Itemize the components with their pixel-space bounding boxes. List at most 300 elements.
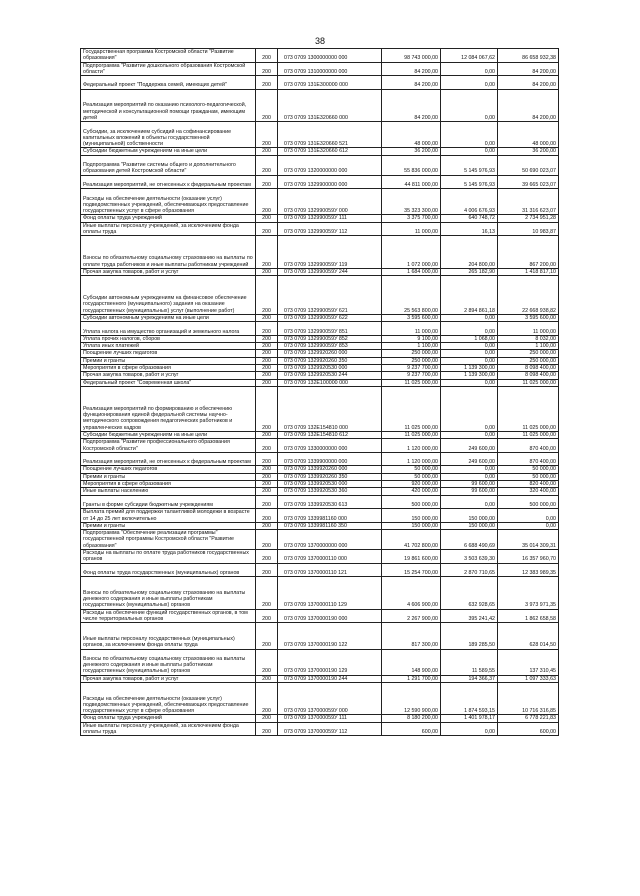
row-budget-code-cell: 073 0709 131E320660 612	[278, 148, 382, 155]
table-row	[81, 372, 559, 379]
table-row	[81, 563, 559, 577]
row-remaining-cell: 50 690 023,07	[498, 155, 559, 175]
row-budget-code-cell: 073 0709 1329920260 000	[278, 350, 382, 357]
row-admin-code-cell: 200	[256, 649, 278, 675]
row-remaining-cell: 0,00	[498, 522, 559, 529]
row-admin-code-cell: 200	[256, 122, 278, 148]
row-budget-code-cell: 073 0709 1339981160 000	[278, 509, 382, 523]
row-name-cell: Премии и гранты	[81, 473, 256, 480]
row-executed-cell: 1 139 300,00	[441, 365, 498, 372]
row-executed-cell: 2 894 861,18	[441, 276, 498, 315]
row-name-cell: Фонд оплаты труда государственных (муниципальных) органов	[81, 563, 256, 577]
row-admin-code-cell: 200	[256, 609, 278, 623]
row-name-cell: Субсидии бюджетным учреждениям на иные цели	[81, 148, 256, 155]
row-executed-cell: 1 874 593,15	[441, 682, 498, 715]
row-name-cell: Поощрение лучших педагогов	[81, 466, 256, 473]
row-approved-cell: 1 120 000,00	[382, 452, 441, 466]
row-budget-code-cell: 073 0709 1370000110 121	[278, 563, 382, 577]
row-approved-cell: 600,00	[382, 722, 441, 736]
row-executed-cell: 150 000,00	[441, 509, 498, 523]
row-budget-code-cell: 073 0709 132990059У 000	[278, 189, 382, 215]
row-approved-cell: 50 000,00	[382, 466, 441, 473]
table-row	[81, 89, 559, 122]
row-approved-cell: 8 180 200,00	[382, 715, 441, 722]
row-budget-code-cell: 073 0709 1339900000 000	[278, 452, 382, 466]
row-executed-cell: 194 366,37	[441, 675, 498, 682]
row-remaining-cell: 16 357 960,70	[498, 550, 559, 564]
row-budget-code-cell: 073 0709 137000059У 000	[278, 682, 382, 715]
row-approved-cell: 11 000,00	[382, 322, 441, 336]
row-name-cell: Расходы на обеспечение деятельности (оказание услуг) подведомственных учреждений, обеспечивающих предоставление государственных услуг в сфере образования	[81, 682, 256, 715]
row-executed-cell: 6 688 490,69	[441, 530, 498, 550]
row-admin-code-cell: 200	[256, 276, 278, 315]
row-remaining-cell: 50 000,00	[498, 473, 559, 480]
row-remaining-cell: 867 200,00	[498, 236, 559, 269]
row-executed-cell: 395 241,42	[441, 609, 498, 623]
table-row	[81, 155, 559, 175]
row-admin-code-cell: 200	[256, 481, 278, 488]
row-executed-cell: 11 589,55	[441, 649, 498, 675]
row-budget-code-cell: 073 0709 1370000190 129	[278, 649, 382, 675]
row-name-cell: Взносы по обязательному социальному страхованию на выплаты по оплате труда работников и иные выплаты работникам учреждений	[81, 236, 256, 269]
table-row	[81, 439, 559, 453]
row-approved-cell: 500 000,00	[382, 495, 441, 509]
row-approved-cell: 12 590 900,00	[382, 682, 441, 715]
row-budget-code-cell: 073 0709 1320000000 000	[278, 155, 382, 175]
table-row	[81, 62, 559, 76]
row-name-cell: Взносы по обязательному социальному страхованию на выплаты денежного содержания и иные выплаты работникам государственных (муниципальных) органов	[81, 649, 256, 675]
row-approved-cell: 50 000,00	[382, 473, 441, 480]
row-admin-code-cell: 200	[256, 76, 278, 90]
table-row	[81, 343, 559, 350]
row-budget-code-cell: 073 0709 132E154810 612	[278, 431, 382, 438]
row-executed-cell: 0,00	[441, 76, 498, 90]
row-remaining-cell: 870 400,00	[498, 452, 559, 466]
table-row	[81, 268, 559, 275]
row-remaining-cell: 50 000,00	[498, 466, 559, 473]
row-admin-code-cell: 200	[256, 452, 278, 466]
row-remaining-cell: 8 098 400,00	[498, 372, 559, 379]
row-budget-code-cell: 073 0709 131E300000 000	[278, 76, 382, 90]
row-remaining-cell: 8 032,00	[498, 335, 559, 342]
row-remaining-cell: 820 400,00	[498, 481, 559, 488]
row-name-cell: Уплата налога на имущество организаций и земельного налога	[81, 322, 256, 336]
row-executed-cell: 0,00	[441, 431, 498, 438]
row-approved-cell: 1 100,00	[382, 343, 441, 350]
row-approved-cell: 98 743 000,00	[382, 49, 441, 63]
row-executed-cell: 3 503 639,30	[441, 550, 498, 564]
row-approved-cell: 48 000,00	[382, 122, 441, 148]
row-name-cell: Премии и гранты	[81, 522, 256, 529]
row-approved-cell: 11 025 000,00	[382, 386, 441, 431]
page-number: 38	[314, 36, 325, 46]
row-budget-code-cell: 073 0709 1370000190 000	[278, 609, 382, 623]
row-remaining-cell: 31 316 623,07	[498, 189, 559, 215]
row-budget-code-cell: 073 0709 1300000000 000	[278, 49, 382, 63]
row-approved-cell: 11 000,00	[382, 222, 441, 236]
row-executed-cell: 0,00	[441, 322, 498, 336]
table-row	[81, 722, 559, 736]
row-name-cell: Расходы на обеспечение функций государственных органов, в том числе территориальных органов	[81, 609, 256, 623]
row-admin-code-cell: 200	[256, 365, 278, 372]
row-budget-code-cell: 073 0709 132990059У 622	[278, 314, 382, 321]
row-name-cell: Выплата премий для поддержки талантливой молодежи в возрасте от 14 до 25 лет включительно	[81, 509, 256, 523]
row-remaining-cell: 600,00	[498, 722, 559, 736]
row-approved-cell: 920 000,00	[382, 481, 441, 488]
row-approved-cell: 9 100,00	[382, 335, 441, 342]
row-executed-cell: 0,00	[441, 314, 498, 321]
table-row	[81, 577, 559, 610]
row-budget-code-cell: 073 0709 132990059У 111	[278, 215, 382, 222]
row-remaining-cell: 22 668 938,82	[498, 276, 559, 315]
row-admin-code-cell: 200	[256, 473, 278, 480]
row-approved-cell: 150 000,00	[382, 522, 441, 529]
row-remaining-cell: 35 014 309,31	[498, 530, 559, 550]
row-remaining-cell: 3 973 971,35	[498, 577, 559, 610]
table-row	[81, 379, 559, 386]
row-approved-cell: 2 267 900,00	[382, 609, 441, 623]
row-admin-code-cell: 200	[256, 379, 278, 386]
row-remaining-cell: 6 778 221,83	[498, 715, 559, 722]
row-name-cell: Расходы на выплаты по оплате труда работников государственных органов	[81, 550, 256, 564]
row-approved-cell: 11 025 000,00	[382, 379, 441, 386]
row-executed-cell: 0,00	[441, 473, 498, 480]
row-admin-code-cell: 200	[256, 715, 278, 722]
table-row	[81, 550, 559, 564]
row-budget-code-cell: 073 0709 132990059У 244	[278, 268, 382, 275]
row-executed-cell: 0,00	[441, 62, 498, 76]
row-admin-code-cell: 200	[256, 236, 278, 269]
row-executed-cell: 632 928,65	[441, 577, 498, 610]
row-budget-code-cell: 073 0709 1329920530 000	[278, 365, 382, 372]
row-executed-cell: 249 600,00	[441, 452, 498, 466]
row-executed-cell: 12 084 067,62	[441, 49, 498, 63]
row-name-cell: Государственная программа Костромской области "Развитие образования"	[81, 49, 256, 63]
table-row	[81, 215, 559, 222]
row-admin-code-cell: 200	[256, 322, 278, 336]
row-remaining-cell: 1 418 817,10	[498, 268, 559, 275]
row-budget-code-cell: 073 0709 1339920260 350	[278, 473, 382, 480]
row-budget-code-cell: 073 0709 132990059У 852	[278, 335, 382, 342]
row-budget-code-cell: 073 0709 1330000000 000	[278, 439, 382, 453]
row-budget-code-cell: 073 0709 1370000190 122	[278, 623, 382, 649]
row-approved-cell: 36 200,00	[382, 148, 441, 155]
row-name-cell: Прочая закупка товаров, работ и услуг	[81, 675, 256, 682]
table-row	[81, 365, 559, 372]
budget-table	[80, 48, 559, 736]
row-approved-cell: 250 000,00	[382, 357, 441, 364]
row-remaining-cell: 36 200,00	[498, 148, 559, 155]
row-approved-cell: 1 120 000,00	[382, 439, 441, 453]
row-executed-cell: 0,00	[441, 386, 498, 431]
row-admin-code-cell: 200	[256, 62, 278, 76]
row-name-cell: Реализация мероприятий по формированию и обеспечению функционирования единой федеральной системы научно-методического сопровождения педагогических работников и управленческих кадров	[81, 386, 256, 431]
row-approved-cell: 817 300,00	[382, 623, 441, 649]
row-name-cell: Субсидии автономным учреждениям на иные цели	[81, 314, 256, 321]
row-name-cell: Подпрограмма "Развитие профессионального образования Костромской области"	[81, 439, 256, 453]
table-row	[81, 488, 559, 495]
row-admin-code-cell: 200	[256, 372, 278, 379]
row-admin-code-cell: 200	[256, 439, 278, 453]
row-name-cell: Федеральный проект "Поддержка семей, имеющих детей"	[81, 76, 256, 90]
row-name-cell: Премии и гранты	[81, 357, 256, 364]
row-approved-cell: 41 702 800,00	[382, 530, 441, 550]
row-executed-cell: 2 870 710,65	[441, 563, 498, 577]
row-admin-code-cell: 200	[256, 155, 278, 175]
table-row	[81, 148, 559, 155]
row-remaining-cell: 12 383 989,35	[498, 563, 559, 577]
table-row	[81, 189, 559, 215]
row-admin-code-cell: 200	[256, 577, 278, 610]
table-row	[81, 386, 559, 431]
row-remaining-cell: 1 862 658,58	[498, 609, 559, 623]
row-executed-cell: 249 600,00	[441, 439, 498, 453]
row-remaining-cell: 0,00	[498, 509, 559, 523]
row-remaining-cell: 870 400,00	[498, 439, 559, 453]
row-admin-code-cell: 200	[256, 335, 278, 342]
row-budget-code-cell: 073 0709 1370000110 129	[278, 577, 382, 610]
row-remaining-cell: 84 200,00	[498, 89, 559, 122]
table-row	[81, 350, 559, 357]
row-remaining-cell: 10 716 316,85	[498, 682, 559, 715]
row-executed-cell: 0,00	[441, 343, 498, 350]
row-executed-cell: 1 139 300,00	[441, 372, 498, 379]
row-approved-cell: 148 900,00	[382, 649, 441, 675]
table-row	[81, 122, 559, 148]
row-approved-cell: 84 200,00	[382, 89, 441, 122]
row-budget-code-cell: 073 0709 1339981160 350	[278, 522, 382, 529]
row-admin-code-cell: 200	[256, 148, 278, 155]
row-budget-code-cell: 073 0709 132990059У 851	[278, 322, 382, 336]
row-executed-cell: 5 145 976,93	[441, 155, 498, 175]
row-budget-code-cell: 073 0709 137000059У 111	[278, 715, 382, 722]
row-admin-code-cell: 200	[256, 343, 278, 350]
table-row	[81, 473, 559, 480]
row-budget-code-cell: 073 0709 1310000000 000	[278, 62, 382, 76]
row-name-cell: Подпрограмма "Обеспечение реализации программы" государственной программы Костромской области "Развитие образования"	[81, 530, 256, 550]
row-name-cell: Прочая закупка товаров, работ и услуг	[81, 268, 256, 275]
row-name-cell: Прочая закупка товаров, работ и услуг	[81, 372, 256, 379]
row-approved-cell: 44 811 000,00	[382, 175, 441, 189]
row-budget-code-cell: 073 0709 1329920260 350	[278, 357, 382, 364]
row-budget-code-cell: 073 0709 1339920530 613	[278, 495, 382, 509]
row-admin-code-cell: 200	[256, 215, 278, 222]
row-executed-cell: 189 285,50	[441, 623, 498, 649]
row-name-cell: Фонд оплаты труда учреждений	[81, 215, 256, 222]
table-row	[81, 623, 559, 649]
row-remaining-cell: 10 983,87	[498, 222, 559, 236]
row-approved-cell: 11 025 000,00	[382, 431, 441, 438]
table-row	[81, 357, 559, 364]
row-approved-cell: 9 237 700,00	[382, 365, 441, 372]
row-approved-cell: 250 000,00	[382, 350, 441, 357]
row-remaining-cell: 1 097 333,63	[498, 675, 559, 682]
row-remaining-cell: 86 658 932,38	[498, 49, 559, 63]
row-budget-code-cell: 073 0709 1339920260 000	[278, 466, 382, 473]
row-remaining-cell: 84 200,00	[498, 76, 559, 90]
row-approved-cell: 1 684 000,00	[382, 268, 441, 275]
table-row	[81, 675, 559, 682]
row-executed-cell: 150 000,00	[441, 522, 498, 529]
row-executed-cell: 99 600,00	[441, 488, 498, 495]
row-remaining-cell: 11 000,00	[498, 322, 559, 336]
row-name-cell: Реализация мероприятий, не отнесенных к федеральным проектам	[81, 452, 256, 466]
row-name-cell: Реализация мероприятий, не отнесенных к федеральным проектам	[81, 175, 256, 189]
row-name-cell: Субсидии бюджетным учреждениям на иные цели	[81, 431, 256, 438]
row-executed-cell: 16,13	[441, 222, 498, 236]
row-executed-cell: 0,00	[441, 379, 498, 386]
row-remaining-cell: 628 014,50	[498, 623, 559, 649]
row-name-cell: Подпрограмма "Развитие дошкольного образования Костромской области"	[81, 62, 256, 76]
row-remaining-cell: 11 025 000,00	[498, 431, 559, 438]
row-remaining-cell: 137 310,45	[498, 649, 559, 675]
row-admin-code-cell: 200	[256, 49, 278, 63]
table-row	[81, 335, 559, 342]
table-row	[81, 452, 559, 466]
row-budget-code-cell: 073 0709 1329900000 000	[278, 175, 382, 189]
row-admin-code-cell: 200	[256, 222, 278, 236]
row-approved-cell: 35 323 300,00	[382, 189, 441, 215]
row-remaining-cell: 3 595 600,00	[498, 314, 559, 321]
table-row	[81, 495, 559, 509]
row-admin-code-cell: 200	[256, 550, 278, 564]
row-budget-code-cell: 073 0709 132990059У 853	[278, 343, 382, 350]
row-admin-code-cell: 200	[256, 175, 278, 189]
table-row	[81, 175, 559, 189]
table-row	[81, 466, 559, 473]
row-admin-code-cell: 200	[256, 682, 278, 715]
row-name-cell: Иные выплаты персоналу учреждений, за исключением фонда оплаты труда	[81, 222, 256, 236]
row-name-cell: Иные выплаты персоналу учреждений, за исключением фонда оплаты труда	[81, 722, 256, 736]
row-executed-cell: 99 600,00	[441, 481, 498, 488]
row-budget-code-cell: 073 0709 1329920530 244	[278, 372, 382, 379]
row-executed-cell: 0,00	[441, 722, 498, 736]
table-row	[81, 431, 559, 438]
row-name-cell: Субсидии автономным учреждениям на финансовое обеспечение государственного (муниципального) задания на оказание государственных (муниципальных) услуг (выполнение работ)	[81, 276, 256, 315]
row-remaining-cell: 11 025 000,00	[498, 379, 559, 386]
row-executed-cell: 640 748,72	[441, 215, 498, 222]
row-budget-code-cell: 073 0709 132990059У 119	[278, 236, 382, 269]
row-budget-code-cell: 073 0709 1370000190 244	[278, 675, 382, 682]
row-remaining-cell: 11 025 000,00	[498, 386, 559, 431]
row-remaining-cell: 320 400,00	[498, 488, 559, 495]
row-name-cell: Федеральный проект "Современная школа"	[81, 379, 256, 386]
row-executed-cell: 265 182,90	[441, 268, 498, 275]
row-budget-code-cell: 073 0709 131E320660 521	[278, 122, 382, 148]
row-remaining-cell: 250 000,00	[498, 350, 559, 357]
row-remaining-cell: 500 000,00	[498, 495, 559, 509]
row-budget-code-cell: 073 0709 1339920530 000	[278, 481, 382, 488]
row-name-cell: Поощрение лучших педагогов	[81, 350, 256, 357]
row-budget-code-cell: 073 0709 132990059У 112	[278, 222, 382, 236]
row-approved-cell: 150 000,00	[382, 509, 441, 523]
row-admin-code-cell: 200	[256, 89, 278, 122]
row-name-cell: Мероприятия в сфере образования	[81, 481, 256, 488]
row-executed-cell: 1 401 978,17	[441, 715, 498, 722]
row-executed-cell: 0,00	[441, 350, 498, 357]
row-approved-cell: 3 375 700,00	[382, 215, 441, 222]
table-row	[81, 522, 559, 529]
row-remaining-cell: 48 000,00	[498, 122, 559, 148]
row-remaining-cell: 250 000,00	[498, 357, 559, 364]
row-budget-code-cell: 073 0709 132E154810 000	[278, 386, 382, 431]
row-remaining-cell: 84 200,00	[498, 62, 559, 76]
table-row	[81, 609, 559, 623]
table-row	[81, 76, 559, 90]
row-name-cell: Уплата иных платежей	[81, 343, 256, 350]
row-admin-code-cell: 200	[256, 623, 278, 649]
table-row	[81, 715, 559, 722]
row-approved-cell: 4 606 900,00	[382, 577, 441, 610]
row-name-cell: Иные выплаты персоналу государственных (муниципальных) органов, за исключением фонда оплаты труда	[81, 623, 256, 649]
row-approved-cell: 25 563 800,00	[382, 276, 441, 315]
row-budget-code-cell: 073 0709 132E100000 000	[278, 379, 382, 386]
row-admin-code-cell: 200	[256, 530, 278, 550]
row-executed-cell: 0,00	[441, 495, 498, 509]
row-admin-code-cell: 200	[256, 522, 278, 529]
row-executed-cell: 0,00	[441, 357, 498, 364]
row-admin-code-cell: 200	[256, 675, 278, 682]
row-executed-cell: 4 006 676,93	[441, 189, 498, 215]
row-budget-code-cell: 073 0709 131E320660 000	[278, 89, 382, 122]
row-approved-cell: 19 861 600,00	[382, 550, 441, 564]
table-row	[81, 276, 559, 315]
row-executed-cell: 0,00	[441, 148, 498, 155]
table-row	[81, 322, 559, 336]
row-name-cell: Гранты в форме субсидии бюджетным учреждениям	[81, 495, 256, 509]
row-admin-code-cell: 200	[256, 314, 278, 321]
row-admin-code-cell: 200	[256, 563, 278, 577]
row-budget-code-cell: 073 0709 1370000110 000	[278, 550, 382, 564]
row-budget-code-cell: 073 0709 132990059У 621	[278, 276, 382, 315]
row-name-cell: Уплата прочих налогов, сборов	[81, 335, 256, 342]
table-row	[81, 682, 559, 715]
row-remaining-cell: 2 734 951,28	[498, 215, 559, 222]
row-approved-cell: 420 000,00	[382, 488, 441, 495]
row-admin-code-cell: 200	[256, 495, 278, 509]
row-name-cell: Расходы на обеспечение деятельности (оказание услуг) подведомственных учреждений, обеспечивающих предоставление государственных услуг в сфере образования	[81, 189, 256, 215]
row-name-cell: Мероприятия в сфере образования	[81, 365, 256, 372]
row-budget-code-cell: 073 0709 1339920530 360	[278, 488, 382, 495]
row-admin-code-cell: 200	[256, 466, 278, 473]
table-row	[81, 236, 559, 269]
table-row	[81, 481, 559, 488]
row-approved-cell: 84 200,00	[382, 62, 441, 76]
row-admin-code-cell: 200	[256, 268, 278, 275]
row-executed-cell: 1 068,00	[441, 335, 498, 342]
row-name-cell: Субсидии, за исключением субсидий на софинансирование капитальных вложений в объекты государственной (муниципальной) собственности	[81, 122, 256, 148]
row-name-cell: Иные выплаты населению	[81, 488, 256, 495]
row-admin-code-cell: 200	[256, 386, 278, 431]
row-executed-cell: 0,00	[441, 122, 498, 148]
row-name-cell: Фонд оплаты труда учреждений	[81, 715, 256, 722]
row-approved-cell: 3 595 600,00	[382, 314, 441, 321]
row-approved-cell: 9 237 700,00	[382, 372, 441, 379]
row-admin-code-cell: 200	[256, 357, 278, 364]
row-admin-code-cell: 200	[256, 488, 278, 495]
table-row	[81, 314, 559, 321]
row-executed-cell: 0,00	[441, 466, 498, 473]
row-executed-cell: 0,00	[441, 89, 498, 122]
row-approved-cell: 84 200,00	[382, 76, 441, 90]
row-remaining-cell: 39 665 023,07	[498, 175, 559, 189]
row-budget-code-cell: 073 0709 1370000000 000	[278, 530, 382, 550]
row-approved-cell: 15 254 700,00	[382, 563, 441, 577]
table-row	[81, 49, 559, 63]
table-row	[81, 530, 559, 550]
row-admin-code-cell: 200	[256, 350, 278, 357]
row-name-cell: Реализация мероприятий по оказанию психолого-педагогической, методической и консультационной помощи гражданам, имеющим детей	[81, 89, 256, 122]
